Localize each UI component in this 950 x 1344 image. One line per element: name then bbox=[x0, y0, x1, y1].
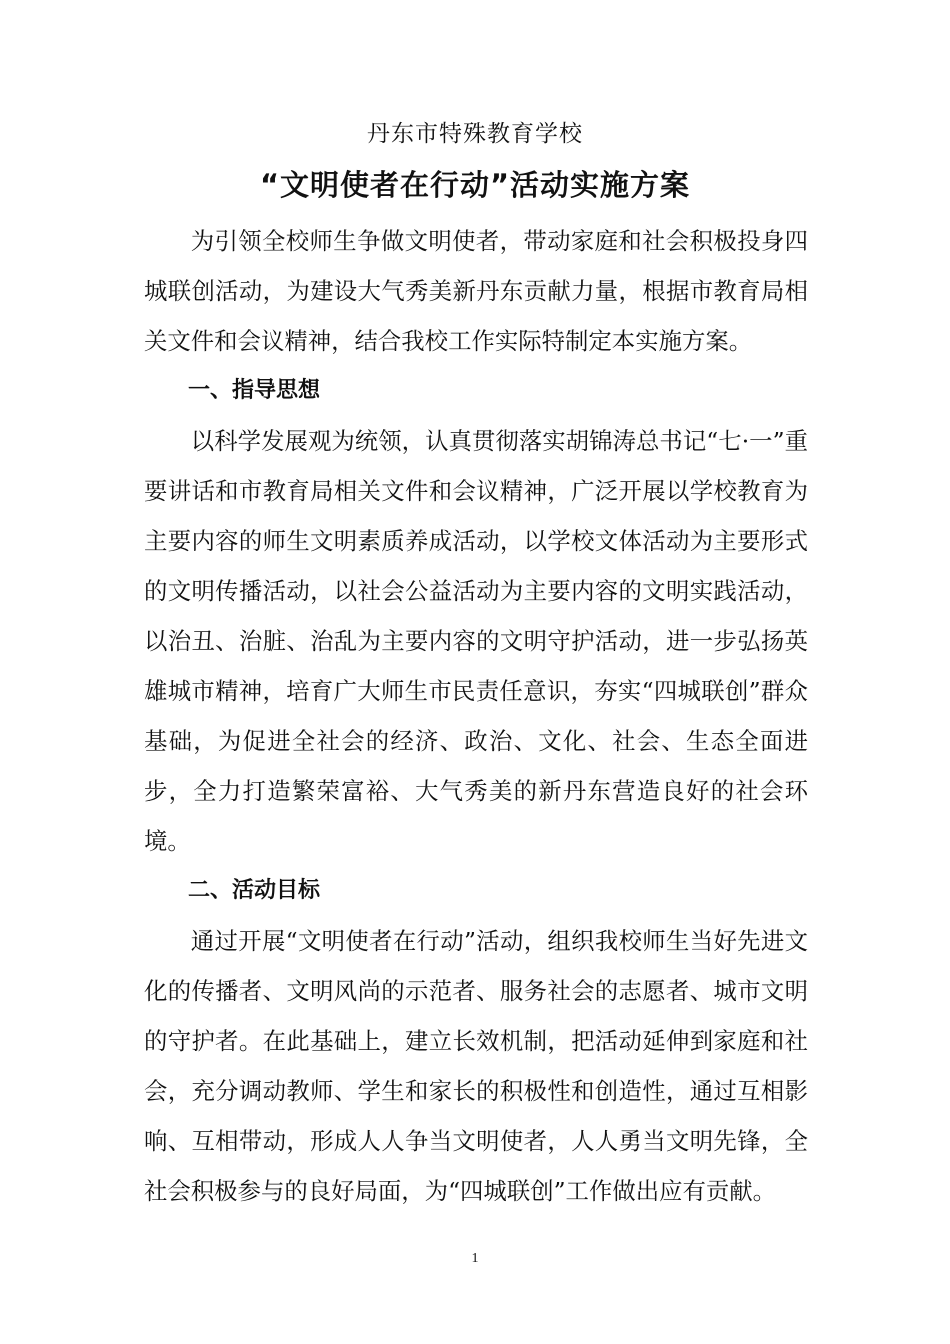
section-heading-guiding-ideology: 一、指导思想 bbox=[188, 378, 321, 403]
school-name: 丹东市特殊教育学校 bbox=[367, 121, 583, 147]
document-body bbox=[144, 216, 808, 1216]
activity-goals-paragraph: 通过开展“文明使者在行动”活动，组织我校师生当好先进文化的传播者、文明风尚的示范者、服务社会的志愿者、城市文明的守护者。在此基础上，建立长效机制，把活动延伸到家庭和社会，充分调动教师、学生和家长的积极性和创造性，通过互相影响、互相带动，形成人人争当文明使者，人人勇当文明先锋，全社会积极参与的良好局面，为“四城联创”工作做出应有贡献。 bbox=[144, 927, 808, 1205]
document-title: “文明使者在行动”活动实施方案 bbox=[259, 168, 691, 202]
guiding-ideology-paragraph: 以科学发展观为统领，认真贯彻落实胡锦涛总书记“七·一”重要讲话和市教育局相关文件和会议精神，广泛开展以学校教育为主要内容的师生文明素质养成活动，以学校文体活动为主要形式的文明传播活动，以社会公益活动为主要内容的文明实践活动，以治丑、治脏、治乱为主要内容的文明守护活动，进一步弘扬英雄城市精神，培育广大师生市民责任意识，夯实“四城联创”群众基础，为促进全社会的经济、政治、文化、社会、生态全面进步，全力打造繁荣富裕、大气秀美的新丹东营造良好的社会环境。 bbox=[144, 427, 808, 855]
page-number: 1 bbox=[471, 1251, 479, 1266]
section-heading-activity-goals: 二、活动目标 bbox=[188, 878, 321, 903]
intro-paragraph: 为引领全校师生争做文明使者，带动家庭和社会积极投身四城联创活动，为建设大气秀美新丹东贡献力量，根据市教育局相关文件和会议精神，结合我校工作实际特制定本实施方案。 bbox=[144, 227, 808, 355]
